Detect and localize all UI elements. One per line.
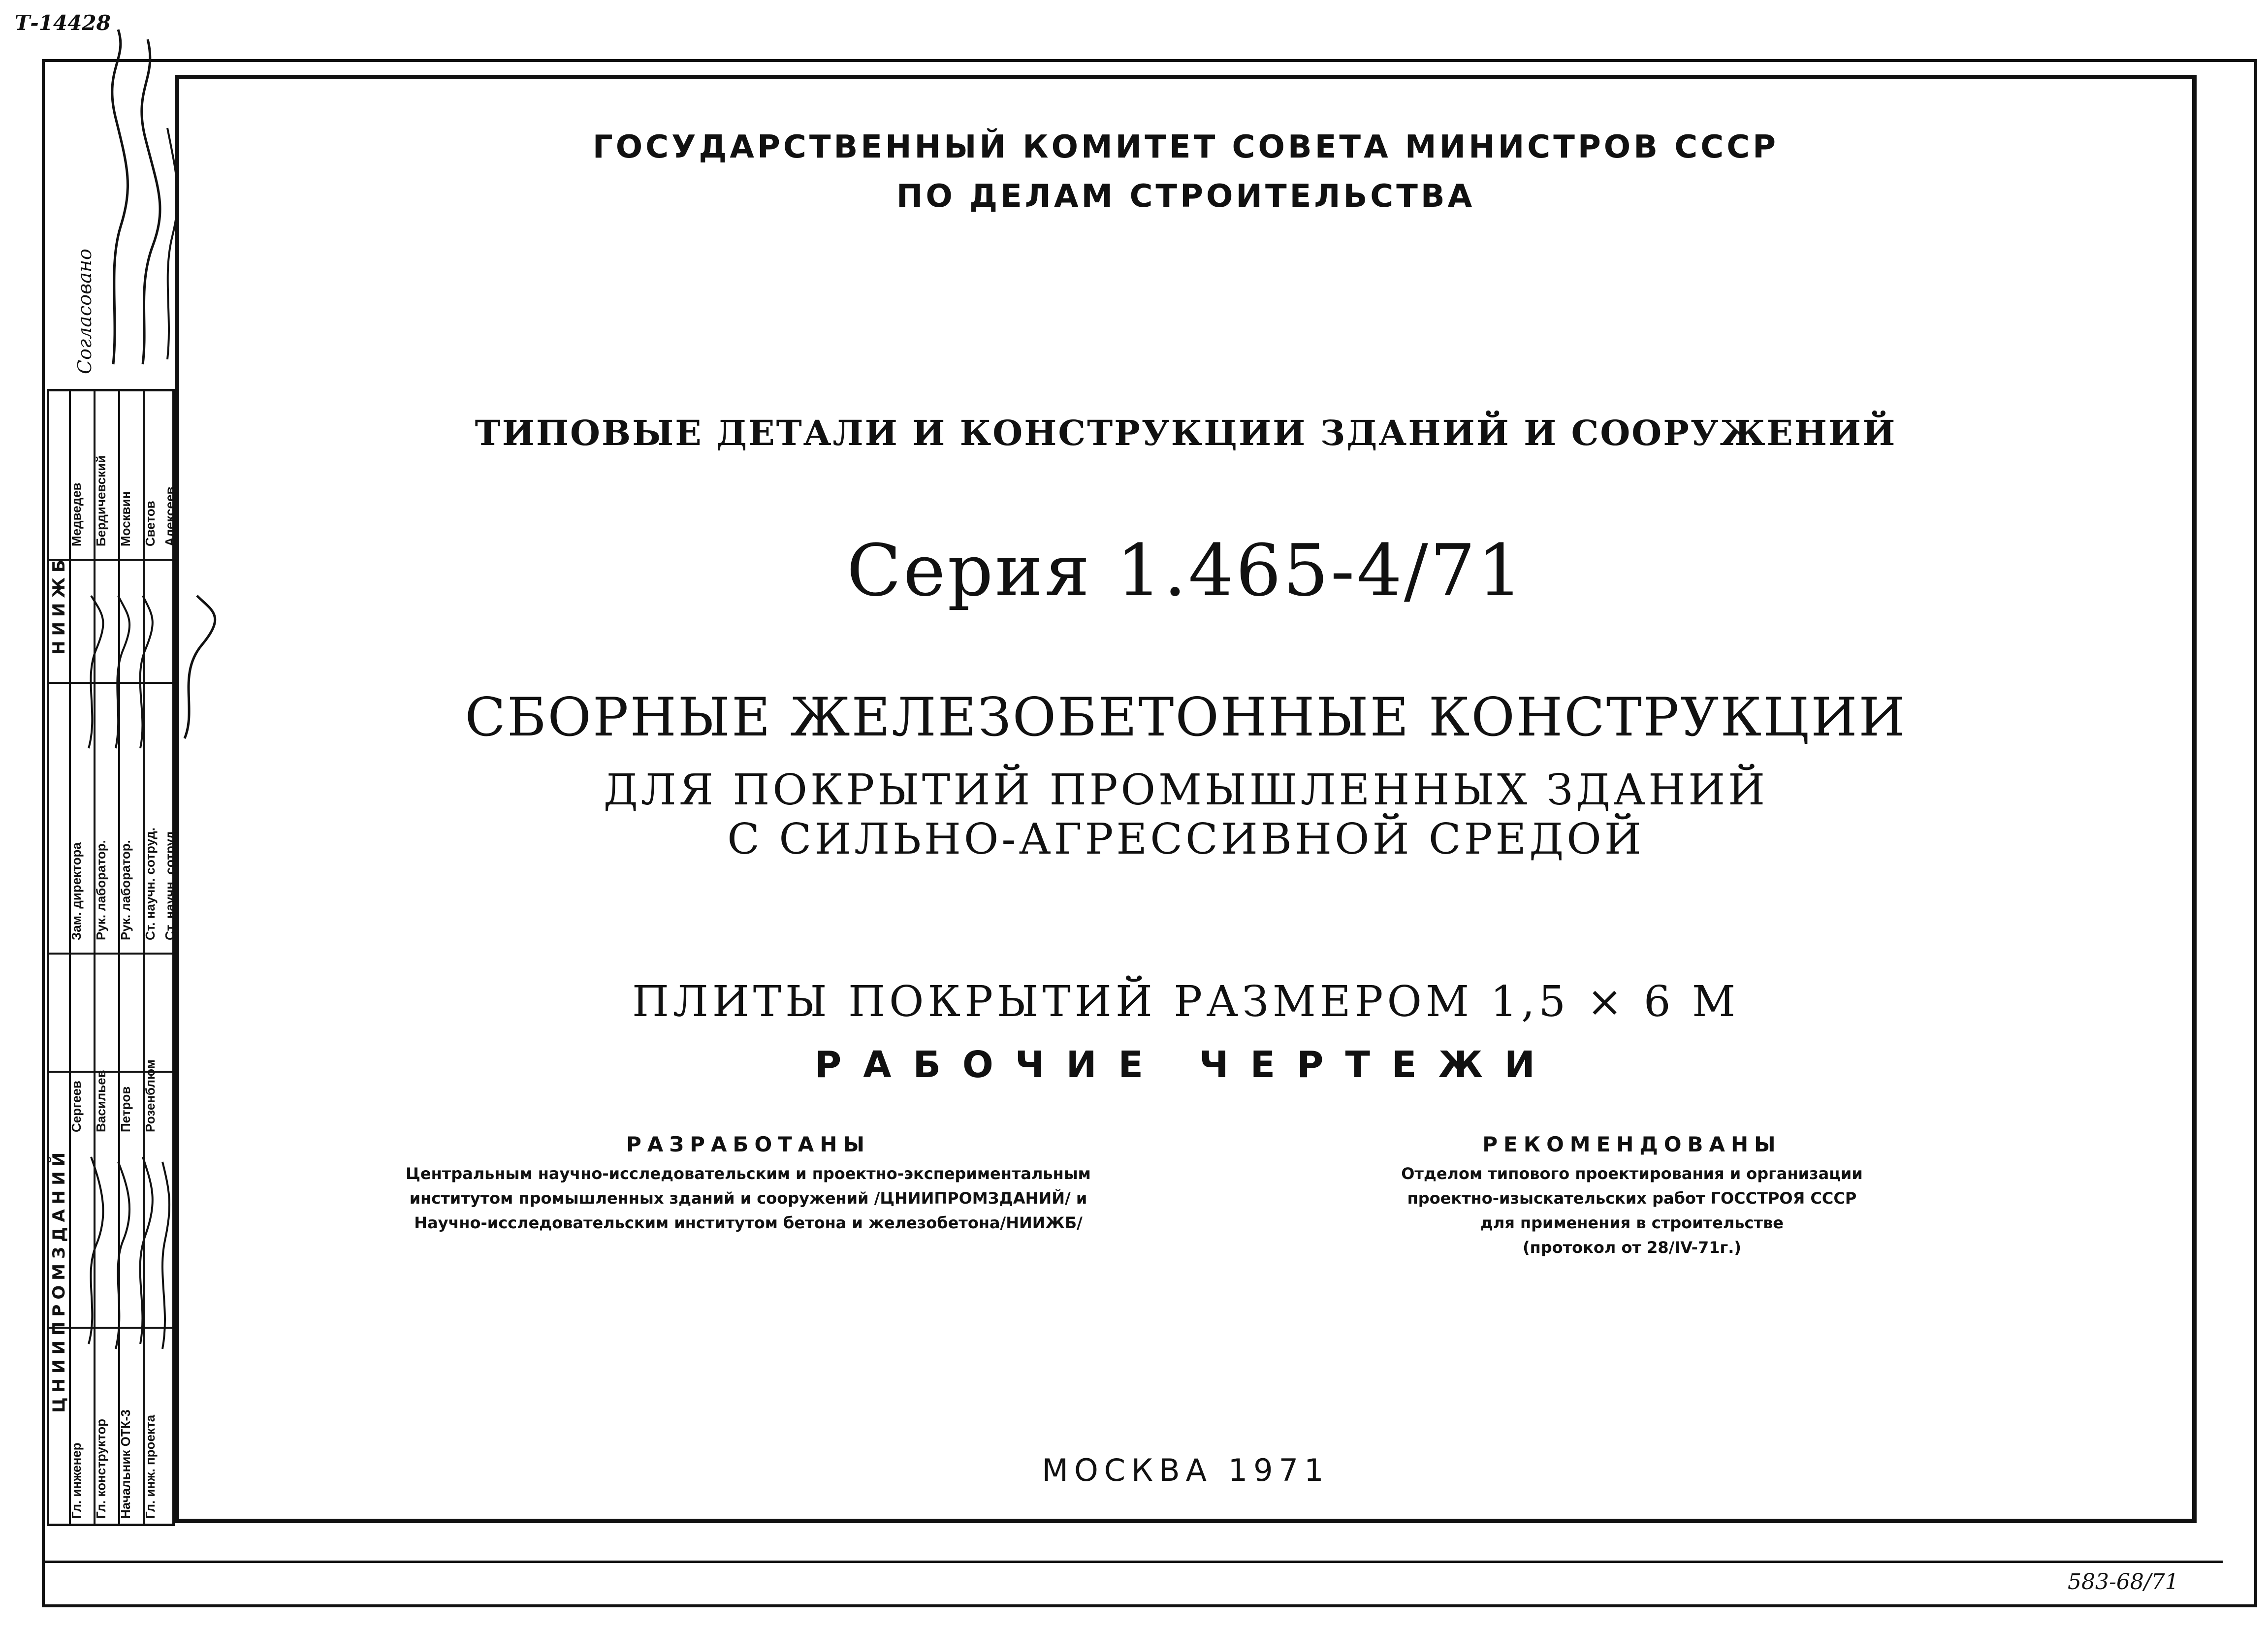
typical-details-heading: ТИПОВЫЕ ДЕТАЛИ И КОНСТРУКЦИИ ЗДАНИЙ И СООРУЖЕНИЙ (475, 413, 1897, 453)
stamp-right-position: Ст. научн. сотруд. (162, 827, 177, 940)
city-year: МОСКВА 1971 (1042, 1452, 1330, 1488)
recommended-line: проектно-изыскательских работ ГОССТРОЯ СССР (1407, 1189, 1857, 1208)
stamp-right-position: Зам. директора (69, 842, 84, 940)
handwritten-note: Согласовано (74, 249, 96, 374)
stamp-right-name: Светов (143, 501, 158, 546)
committee-name-line1: ГОСУДАРСТВЕННЫЙ КОМИТЕТ СОВЕТА МИНИСТРОВ СССР (592, 129, 1779, 165)
working-drawings-heading: РАБОЧИЕ ЧЕРТЕЖИ (815, 1044, 1557, 1086)
stamp-left-position: Гл. конструктор (94, 1418, 108, 1519)
stamp-right-name: Алексеев (162, 486, 177, 546)
stamp-signatures-left (79, 1147, 172, 1354)
stamp-left-name: Сергеев (69, 1081, 84, 1132)
corner-archive-stamp: 583-68/71 (2068, 1569, 2179, 1595)
recommended-line: для применения в строительстве (1480, 1213, 1784, 1232)
stamp-left-name: Розенблюм (143, 1059, 158, 1132)
developed-heading: РАЗРАБОТАНЫ (626, 1132, 870, 1156)
stamp-org-right: НИИЖБ (49, 555, 69, 655)
subtitle-line1: ДЛЯ ПОКРЫТИЙ ПРОМЫШЛЕННЫХ ЗДАНИЙ (603, 766, 1768, 815)
committee-name-line2: ПО ДЕЛАМ СТРОИТЕЛЬСТВА (896, 178, 1475, 215)
main-title: СБОРНЫЕ ЖЕЛЕЗОБЕТОННЫЕ КОНСТРУКЦИИ (465, 687, 1907, 748)
top-inventory-stamp: Т-14428 (15, 11, 111, 35)
stamp-left-position: Гл. инж. проекта (143, 1414, 158, 1519)
stamp-right-position: Ст. научн. сотруд. (143, 827, 158, 940)
handwritten-approval-signature (98, 20, 182, 374)
stamp-right-name: Москвин (118, 491, 133, 546)
developed-line: институтом промышленных зданий и сооружений /ЦНИИПРОМЗДАНИЙ/ и (409, 1189, 1087, 1208)
stamp-left-name: Васильев (94, 1070, 108, 1132)
developed-line: Центральным научно-исследовательским и проектно-экспериментальным (406, 1164, 1091, 1183)
stamp-left-position: Гл. инженер (69, 1442, 84, 1519)
stamp-right-name: Медведев (69, 482, 84, 546)
developed-line: Научно-исследовательским институтом бетона и железобетона/НИИЖБ/ (414, 1213, 1083, 1232)
bottom-rule (42, 1561, 2223, 1563)
stamp-right-position: Рук. лаборатор. (118, 840, 133, 940)
recommended-line: (протокол от 28/IV-71г.) (1523, 1238, 1741, 1257)
stamp-right-name: Бердичевский (94, 455, 108, 546)
subtitle-line2: С СИЛЬНО-АГРЕССИВНОЙ СРЕДОЙ (727, 815, 1644, 864)
slabs-size-heading: ПЛИТЫ ПОКРЫТИЙ РАЗМЕРОМ 1,5 × 6 М (632, 977, 1740, 1026)
stamp-left-position: Начальник ОТК-3 (118, 1409, 133, 1519)
series-number: Серия 1.465-4/71 (846, 529, 1525, 612)
recommended-line: Отделом типового проектирования и организации (1401, 1164, 1863, 1183)
stamp-right-position: Рук. лаборатор. (94, 840, 108, 940)
stamp-org-left: ЦНИИПРОМЗДАНИЙ (49, 1147, 69, 1413)
recommended-heading: РЕКОМЕНДОВАНЫ (1482, 1132, 1782, 1156)
stamp-left-name: Петров (118, 1086, 133, 1132)
